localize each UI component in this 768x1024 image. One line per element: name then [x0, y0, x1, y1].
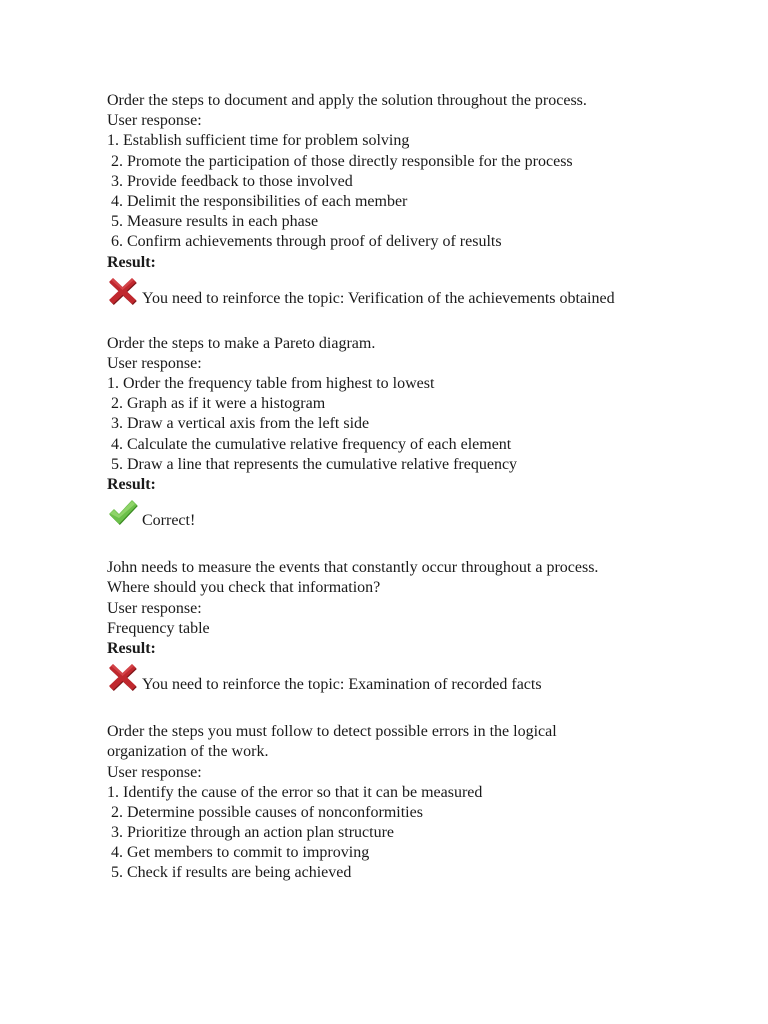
question-prompt: organization of the work.: [107, 743, 269, 761]
result-label: Result:: [107, 639, 156, 657]
response-step: 4. Delimit the responsibilities of each member: [111, 192, 408, 210]
question-prompt: Order the steps you must follow to detect possible errors in the logical: [107, 723, 557, 741]
question-prompt: Order the steps to make a Pareto diagram.: [107, 334, 376, 352]
response-step: 5. Check if results are being achieved: [111, 864, 352, 882]
question-block-3: [107, 558, 707, 695]
question-block-1: [107, 91, 707, 309]
response-step: 4. Get members to commit to improving: [111, 844, 370, 862]
user-response-label: User response:: [107, 354, 202, 372]
response-step: 3. Draw a vertical axis from the left side: [111, 415, 370, 433]
green-check-icon: [107, 497, 138, 528]
response-step: 3. Provide feedback to those involved: [111, 172, 353, 190]
response-step: 5. Measure results in each phase: [111, 213, 319, 231]
red-x-icon: [107, 661, 138, 692]
result-message: You need to reinforce the topic: Verification of the achievements obtained: [142, 289, 615, 307]
quiz-results: [107, 91, 707, 884]
response-step: 1. Identify the cause of the error so that it can be measured: [107, 783, 483, 801]
response-step: 2. Determine possible causes of nonconformities: [111, 803, 423, 821]
result-row: [107, 661, 707, 695]
response-step: 1. Establish sufficient time for problem solving: [107, 132, 410, 150]
user-response-label: User response:: [107, 763, 202, 781]
response-step: 4. Calculate the cumulative relative frequency of each element: [111, 435, 512, 453]
response-step: 2. Promote the participation of those directly responsible for the process: [111, 152, 573, 170]
response-step: 2. Graph as if it were a histogram: [111, 395, 326, 413]
result-label: Result:: [107, 476, 156, 493]
user-response-label: User response:: [107, 599, 202, 617]
red-x-icon: [107, 275, 138, 306]
question-prompt: John needs to measure the events that constantly occur throughout a process.: [107, 559, 599, 577]
question-prompt: Where should you check that information?: [107, 579, 381, 597]
response-step: 3. Prioritize through an action plan structure: [111, 824, 395, 842]
user-response-label: User response:: [107, 112, 202, 130]
response-step: 5. Draw a line that represents the cumulative relative frequency: [111, 455, 518, 473]
response-step: Frequency table: [107, 619, 210, 637]
result-message: Correct!: [142, 512, 196, 530]
result-message: You need to reinforce the topic: Examination of recorded facts: [142, 676, 542, 694]
question-prompt: Order the steps to document and apply the solution throughout the process.: [107, 92, 587, 109]
response-step: 6. Confirm achievements through proof of delivery of results: [111, 233, 502, 251]
result-row: [107, 497, 707, 531]
result-label: Result:: [107, 253, 156, 271]
question-block-4: [107, 722, 707, 884]
response-step: 1. Order the frequency table from highest to lowest: [107, 375, 435, 393]
question-block-2: [107, 334, 707, 532]
result-row: [107, 275, 707, 309]
